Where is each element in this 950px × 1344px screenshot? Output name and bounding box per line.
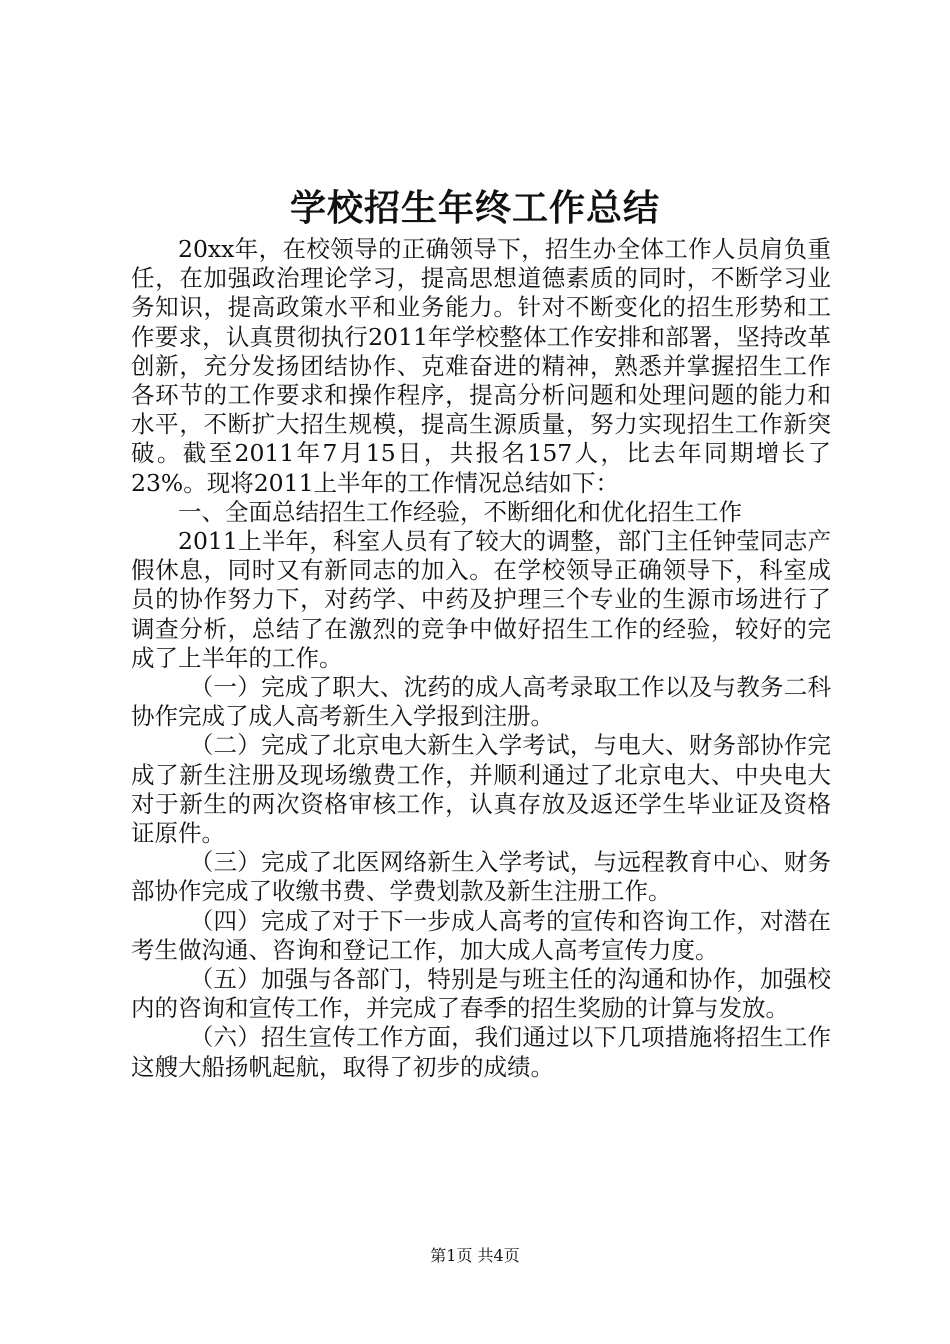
page-number-footer: 第1页 共4页: [430, 1246, 520, 1265]
section-heading: 一、全面总结招生工作经验，不断细化和优化招生工作: [178, 497, 742, 526]
list-item: （三）完成了北医网络新生入学考试，与远程教育中心、财务部协作完成了收缴书费、学费划款及新生注册工作。: [131, 848, 831, 906]
section-paragraph: 2011上半年，科室人员有了较大的调整，部门主任钟莹同志产假休息，同时又有新同志的加入。在学校领导正确领导下，科室成员的协作努力下，对药学、中药及护理三个专业的生源市场进行了调查分析，总结了在激烈的竞争中做好招生工作的经验，较好的完成了上半年的工作。: [131, 527, 831, 672]
intro-paragraph: 20xx年，在校领导的正确领导下，招生办全体工作人员肩负重任，在加强政治理论学习，提高思想道德素质的同时，不断学习业务知识，提高政策水平和业务能力。针对不断变化的招生形势和工作要求，认真贯彻执行2011年学校整体工作安排和部署，坚持改革创新，充分发扬团结协作、克难奋进的精神，熟悉并掌握招生工作各环节的工作要求和操作程序，提高分析问题和处理问题的能力和水平，不断扩大招生规模，提高生源质量，努力实现招生工作新突破。截至2011年7月15日，共报名157人，比去年同期增长了23%。现将2011上半年的工作情况总结如下：: [131, 235, 831, 497]
list-item: （二）完成了北京电大新生入学考试，与电大、财务部协作完成了新生注册及现场缴费工作，并顺利通过了北京电大、中央电大对于新生的两次资格审核工作，认真存放及返还学生毕业证及资格证原件。: [131, 731, 831, 848]
list-item: （一）完成了职大、沈药的成人高考录取工作以及与教务二科协作完成了成人高考新生入学报到注册。: [131, 673, 831, 731]
document-body: [131, 235, 831, 1082]
list-item: （六）招生宣传工作方面，我们通过以下几项措施将招生工作这艘大船扬帆起航，取得了初步的成绩。: [131, 1023, 831, 1081]
page-title: 学校招生年终工作总结: [289, 187, 660, 229]
list-item: （四）完成了对于下一步成人高考的宣传和咨询工作，对潜在考生做沟通、咨询和登记工作，加大成人高考宣传力度。: [131, 906, 831, 964]
list-item: （五）加强与各部门，特别是与班主任的沟通和协作，加强校内的咨询和宣传工作，并完成了春季的招生奖励的计算与发放。: [131, 965, 831, 1023]
